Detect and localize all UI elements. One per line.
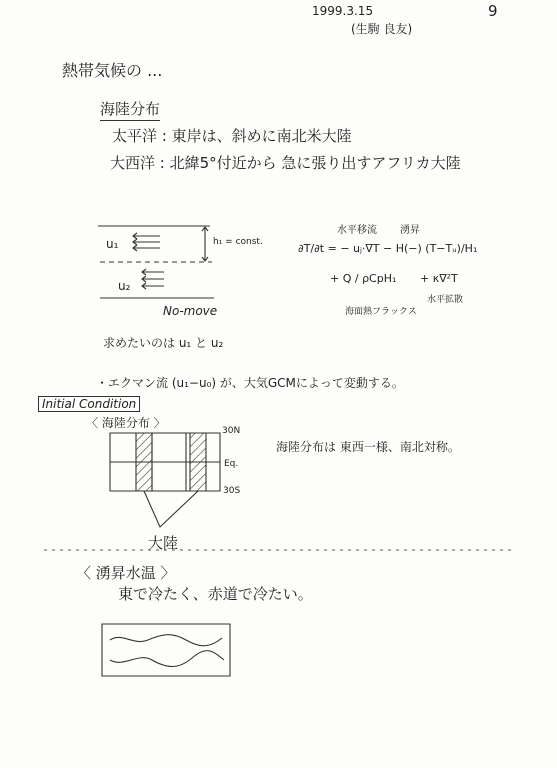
page-number: 9 bbox=[488, 2, 498, 20]
layer-model-diagram bbox=[98, 226, 214, 298]
equation-diffusion-term: + κ∇²T bbox=[420, 272, 458, 285]
continent-east-hatch bbox=[190, 433, 206, 491]
equation-flux-term: + Q / ρCpH₁ bbox=[330, 272, 397, 285]
pacific-line: 太平洋 : 東岸は、斜めに南北米大陸 bbox=[112, 127, 352, 145]
ekman-note: ・エクマン流 (u₁−u₀) が、大気GCMによって変動する。 bbox=[96, 376, 404, 390]
header-date: 1999.3.15 bbox=[312, 4, 374, 18]
lat-30s-label: 30S bbox=[223, 486, 241, 496]
layer-u1-label: u₁ bbox=[106, 237, 119, 251]
land-sea-heading: 海陸分布 bbox=[100, 98, 160, 121]
upwelling-sketch bbox=[102, 624, 230, 676]
land-sea-uniform-note: 海陸分布は 東西一様、南北対称。 bbox=[276, 440, 460, 454]
u2-arrows bbox=[142, 269, 164, 289]
layer-u2-label: u₂ bbox=[118, 279, 131, 293]
page-title: 熱帯気候の ... bbox=[62, 61, 163, 80]
lat-30n-label: 30N bbox=[222, 426, 241, 436]
upwelling-note: 東で冷たく、赤道で冷たい。 bbox=[118, 585, 313, 603]
equation-label-diffusion: 水平拡散 bbox=[427, 295, 464, 305]
equation-label-advection: 水平移流 bbox=[337, 225, 377, 236]
upwelling-wave-upper bbox=[110, 635, 222, 646]
equation-label-flux: 海面熱フラックス bbox=[345, 307, 417, 317]
layer-bottom-label: No-move bbox=[163, 304, 218, 318]
equation-label-upwelling: 湧昇 bbox=[400, 225, 420, 236]
layer-h1-label: h₁ = const. bbox=[213, 237, 263, 247]
upwelling-box bbox=[102, 624, 230, 676]
atlantic-line: 大西洋 : 北緯5°付近から 急に張り出すアフリカ大陸 bbox=[110, 154, 461, 172]
equation-main: ∂T/∂t = − uⱼ·∇T − H(−) (T−Tᵤ)/H₁ bbox=[298, 242, 478, 255]
header-author: (生駒 良友) bbox=[351, 22, 413, 36]
continent-west-hatch bbox=[136, 433, 152, 491]
continent-label: 大陸 bbox=[148, 534, 179, 552]
initial-condition-box: Initial Condition bbox=[38, 396, 140, 412]
u1-arrows bbox=[133, 233, 160, 251]
continent-pointer-lines bbox=[144, 491, 198, 527]
lat-eq-label: Eq. bbox=[224, 459, 239, 469]
land-sea-grid bbox=[110, 433, 220, 527]
wanted-note: 求めたいのは u₁ と u₂ bbox=[103, 336, 224, 350]
upwelling-wave-lower bbox=[110, 651, 224, 667]
initial-condition-subheading: 〈 海陸分布 〉 bbox=[86, 416, 166, 430]
upwelling-heading: 〈 湧昇水温 〉 bbox=[76, 564, 176, 582]
